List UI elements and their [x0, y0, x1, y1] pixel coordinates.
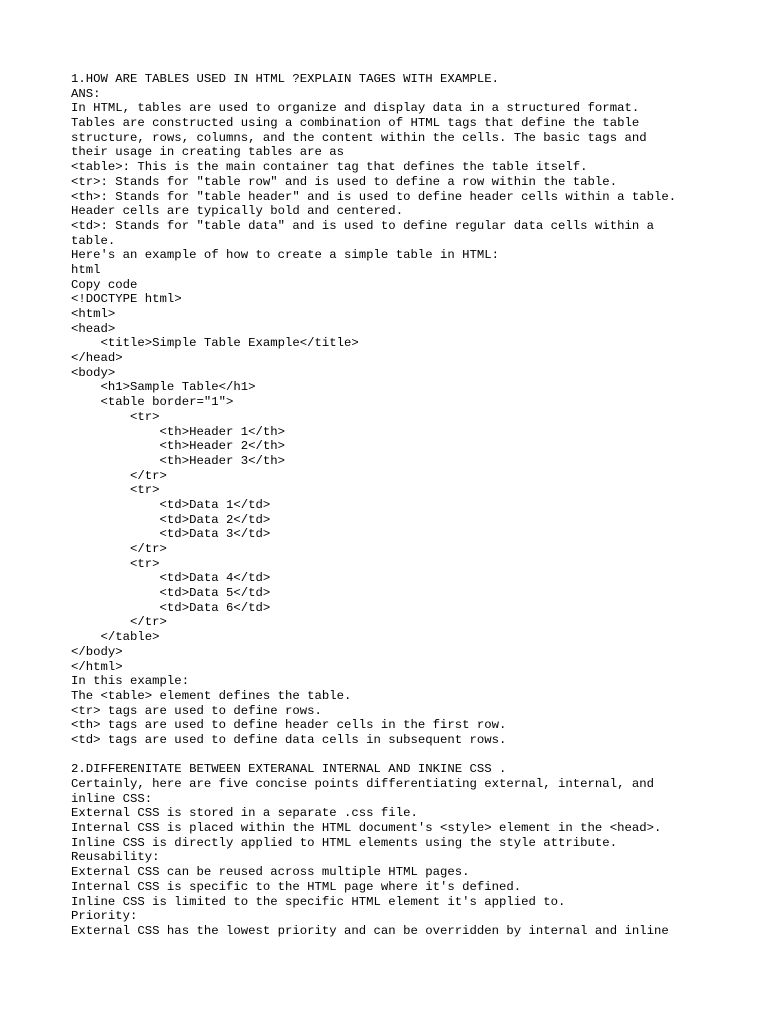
text-line: <head> — [71, 321, 116, 336]
text-line: <td>Data 3</td> — [71, 527, 271, 542]
text-line: <th>Header 2</th> — [71, 439, 286, 454]
text-line: <table border="1"> — [71, 395, 234, 410]
text-line: Reusability: — [71, 850, 160, 865]
text-line: html — [71, 262, 101, 277]
text-line: Here's an example of how to create a simple table in HTML: — [71, 248, 500, 263]
text-line: <tr> — [71, 556, 160, 571]
text-line: <td>Data 2</td> — [71, 512, 271, 527]
text-line: <td>Data 4</td> — [71, 571, 271, 586]
text-line: table. — [71, 233, 116, 248]
blank-line — [71, 748, 761, 763]
text-line: <tr> — [71, 483, 160, 498]
text-line: Copy code — [71, 277, 138, 292]
text-line: <td>Data 6</td> — [71, 600, 271, 615]
text-line: In this example: — [71, 674, 190, 689]
text-line: Internal CSS is placed within the HTML document's <style> element in the <head>. — [71, 821, 662, 836]
text-line: <td>Data 1</td> — [71, 497, 271, 512]
text-line: 1.HOW ARE TABLES USED IN HTML ?EXPLAIN TAGES WITH EXAMPLE. — [71, 72, 500, 86]
text-line: </html> — [71, 659, 123, 674]
document-page — [71, 72, 761, 939]
text-line: Inline CSS is directly applied to HTML elements using the style attribute. — [71, 835, 618, 850]
text-line: <tr>: Stands for "table row" and is used to define a row within the table. — [71, 174, 618, 189]
text-line: <th>Header 1</th> — [71, 424, 286, 439]
text-line: inline CSS: — [71, 791, 153, 806]
text-line: <th>Header 3</th> — [71, 453, 286, 468]
text-line: </body> — [71, 644, 123, 659]
text-line: <td> tags are used to define data cells in subsequent rows. — [71, 732, 507, 747]
text-line: Internal CSS is specific to the HTML page where it's defined. — [71, 879, 522, 894]
text-line: <!DOCTYPE html> — [71, 292, 182, 307]
text-line: Header cells are typically bold and centered. — [71, 204, 404, 219]
text-line: structure, rows, columns, and the content within the cells. The basic tags and — [71, 130, 647, 145]
text-line: <table>: This is the main container tag that defines the table itself. — [71, 160, 588, 175]
text-line: </table> — [71, 630, 160, 645]
text-line: 2.DIFFERENITATE BETWEEN EXTERANAL INTERNAL AND INKINE CSS . — [71, 762, 507, 777]
text-line: <html> — [71, 307, 116, 321]
text-line: External CSS has the lowest priority and can be overridden by internal and inline — [71, 923, 669, 938]
text-line: Inline CSS is limited to the specific HTML element it's applied to. — [71, 894, 566, 909]
text-line: <title>Simple Table Example</title> — [71, 336, 359, 351]
text-line: ANS: — [71, 86, 101, 101]
text-line: In HTML, tables are used to organize and display data in a structured format. — [71, 101, 640, 116]
text-line: <body> — [71, 365, 116, 380]
text-line: Tables are constructed using a combination of HTML tags that define the table — [71, 116, 640, 131]
text-line: their usage in creating tables are as — [71, 145, 345, 160]
text-line: </tr> — [71, 542, 167, 556]
text-line: </tr> — [71, 615, 167, 630]
text-line: Priority: — [71, 909, 138, 924]
text-line: External CSS can be reused across multiple HTML pages. — [71, 865, 470, 880]
text-line: <th> tags are used to define header cells in the first row. — [71, 718, 507, 733]
text-line: </head> — [71, 351, 123, 366]
text-line: <th>: Stands for "table header" and is used to define header cells within a table. — [71, 189, 677, 204]
text-line: External CSS is stored in a separate .css file. — [71, 806, 418, 821]
text-line: The <table> element defines the table. — [71, 688, 352, 703]
text-line: <td>Data 5</td> — [71, 586, 271, 601]
text-line: </tr> — [71, 468, 167, 483]
text-line: <h1>Sample Table</h1> — [71, 380, 256, 395]
text-line: <tr> tags are used to define rows. — [71, 703, 322, 718]
text-line: Certainly, here are five concise points differentiating external, internal, and — [71, 777, 654, 791]
text-line: <td>: Stands for "table data" and is used to define regular data cells within a — [71, 218, 654, 233]
text-line: <tr> — [71, 409, 160, 424]
